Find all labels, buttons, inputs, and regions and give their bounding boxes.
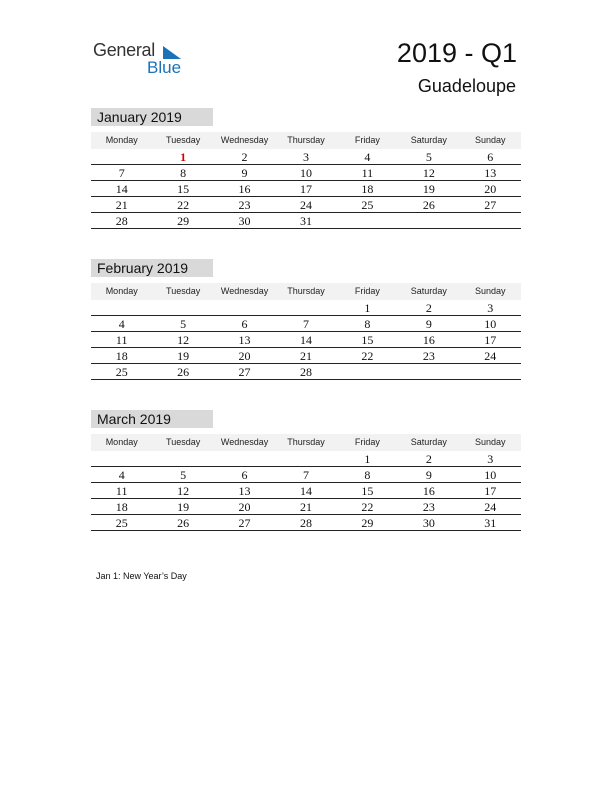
week-row xyxy=(91,451,521,467)
day-cell: 2 xyxy=(241,150,248,164)
day-cell: 20 xyxy=(484,182,497,196)
day-cell xyxy=(398,213,459,228)
weeks xyxy=(91,451,521,531)
day-cell: 1 xyxy=(364,301,371,315)
day-cell: 4 xyxy=(118,317,125,331)
day-cell: 28 xyxy=(299,516,312,530)
weekday-label: Friday xyxy=(354,286,380,296)
day-cell: 2 xyxy=(425,301,432,315)
month-label: January 2019 xyxy=(91,108,213,126)
week-row xyxy=(91,364,521,380)
day-cell: 27 xyxy=(484,198,497,212)
day-cell: 18 xyxy=(115,500,128,514)
day-cell: 7 xyxy=(118,166,125,180)
day-cell: 14 xyxy=(299,333,312,347)
day-cell: 30 xyxy=(238,214,251,228)
day-cell: 10 xyxy=(484,317,497,331)
day-cell xyxy=(337,364,398,379)
day-cell: 12 xyxy=(177,333,190,347)
day-cell: 17 xyxy=(484,484,497,498)
day-cell: 16 xyxy=(238,182,251,196)
day-cell: 7 xyxy=(302,317,309,331)
week-row xyxy=(91,300,521,316)
day-cell: 31 xyxy=(484,516,497,530)
day-cell: 10 xyxy=(484,468,497,482)
day-cell: 13 xyxy=(484,166,497,180)
weekday-label: Friday xyxy=(354,437,380,447)
day-cell: 8 xyxy=(180,166,187,180)
day-cell: 17 xyxy=(484,333,497,347)
weekday-label: Thursday xyxy=(287,437,325,447)
week-row xyxy=(91,149,521,165)
generalblue-logo xyxy=(93,40,193,80)
week-row xyxy=(91,348,521,364)
day-cell: 11 xyxy=(115,333,128,347)
weekday-label: Wednesday xyxy=(220,286,269,296)
day-cell: 4 xyxy=(118,468,125,482)
day-cell: 1 xyxy=(180,150,187,164)
country-name: Guadeloupe xyxy=(417,76,516,96)
week-row xyxy=(91,515,521,531)
weekday-label: Tuesday xyxy=(166,437,201,447)
day-cell xyxy=(275,451,336,466)
day-cell: 18 xyxy=(361,182,374,196)
weekday-header xyxy=(91,132,521,149)
day-cell: 14 xyxy=(299,484,312,498)
weekday-label: Sunday xyxy=(474,286,506,296)
day-cell: 24 xyxy=(299,198,312,212)
day-cell: 22 xyxy=(361,500,374,514)
weekday-label: Monday xyxy=(105,135,138,145)
week-row xyxy=(91,181,521,197)
weekday-label: Wednesday xyxy=(220,437,269,447)
logo-general-text: General xyxy=(93,40,155,60)
weekday-label: Saturday xyxy=(410,286,447,296)
day-cell: 6 xyxy=(487,150,494,164)
day-cell xyxy=(398,364,459,379)
weekday-label: Wednesday xyxy=(220,135,269,145)
month-label: March 2019 xyxy=(91,410,213,428)
day-cell: 25 xyxy=(361,198,374,212)
day-cell: 22 xyxy=(177,198,190,212)
month-label: February 2019 xyxy=(91,259,213,277)
day-cell xyxy=(152,300,213,315)
weekday-label: Sunday xyxy=(474,437,506,447)
day-cell xyxy=(460,364,521,379)
day-cell: 19 xyxy=(177,349,190,363)
weekday-label: Tuesday xyxy=(166,286,201,296)
day-cell: 27 xyxy=(238,365,251,379)
day-cell: 2 xyxy=(425,452,432,466)
day-cell: 3 xyxy=(487,301,494,315)
day-cell: 23 xyxy=(422,500,435,514)
day-cell: 15 xyxy=(361,484,374,498)
day-cell: 26 xyxy=(177,365,190,379)
day-cell: 13 xyxy=(238,484,251,498)
weekday-label: Saturday xyxy=(410,437,447,447)
weekday-label: Monday xyxy=(105,437,138,447)
logo-blue-text: Blue xyxy=(147,58,182,77)
day-cell xyxy=(275,300,336,315)
day-cell: 29 xyxy=(177,214,190,228)
day-cell: 9 xyxy=(241,166,248,180)
day-cell: 26 xyxy=(177,516,190,530)
day-cell: 16 xyxy=(422,333,435,347)
weeks xyxy=(91,300,521,380)
weekday-label: Thursday xyxy=(287,135,325,145)
weekday-label: Monday xyxy=(105,286,138,296)
page-title: 2019 - Q1 xyxy=(396,38,517,68)
weeks xyxy=(91,149,521,229)
week-row xyxy=(91,213,521,229)
day-cell: 24 xyxy=(484,500,497,514)
day-cell xyxy=(91,300,152,315)
day-cell: 30 xyxy=(422,516,435,530)
weekday-header xyxy=(91,434,521,451)
week-row xyxy=(91,467,521,483)
day-cell: 23 xyxy=(422,349,435,363)
day-cell: 1 xyxy=(364,452,371,466)
weekday-label: Saturday xyxy=(410,135,447,145)
day-cell: 3 xyxy=(487,452,494,466)
day-cell: 5 xyxy=(180,468,187,482)
week-row xyxy=(91,499,521,515)
day-cell: 14 xyxy=(115,182,128,196)
day-cell: 17 xyxy=(299,182,312,196)
day-cell: 27 xyxy=(238,516,251,530)
day-cell xyxy=(460,213,521,228)
day-cell: 6 xyxy=(241,317,248,331)
day-cell: 22 xyxy=(361,349,374,363)
day-cell: 18 xyxy=(115,349,128,363)
day-cell xyxy=(337,213,398,228)
holiday-note: Jan 1: New Year’s Day xyxy=(96,571,187,581)
week-row xyxy=(91,316,521,332)
day-cell: 25 xyxy=(115,365,128,379)
day-cell: 29 xyxy=(361,516,374,530)
weekday-label: Friday xyxy=(354,135,380,145)
day-cell xyxy=(152,451,213,466)
day-cell: 10 xyxy=(299,166,312,180)
weekday-label: Thursday xyxy=(287,286,325,296)
day-cell xyxy=(214,300,275,315)
day-cell: 12 xyxy=(422,166,435,180)
day-cell: 16 xyxy=(422,484,435,498)
day-cell: 21 xyxy=(299,500,312,514)
day-cell: 8 xyxy=(364,317,371,331)
week-row xyxy=(91,483,521,499)
day-cell: 5 xyxy=(425,150,432,164)
week-row xyxy=(91,197,521,213)
day-cell: 25 xyxy=(115,516,128,530)
day-cell: 13 xyxy=(238,333,251,347)
week-row xyxy=(91,332,521,348)
day-cell: 19 xyxy=(422,182,435,196)
day-cell: 3 xyxy=(302,150,309,164)
day-cell: 28 xyxy=(115,214,128,228)
day-cell: 26 xyxy=(422,198,435,212)
weekday-header xyxy=(91,283,521,300)
day-cell: 23 xyxy=(238,198,251,212)
day-cell: 8 xyxy=(364,468,371,482)
day-cell: 15 xyxy=(177,182,190,196)
day-cell xyxy=(91,451,152,466)
weekday-label: Tuesday xyxy=(166,135,201,145)
day-cell: 20 xyxy=(238,349,251,363)
day-cell xyxy=(91,149,152,164)
day-cell: 9 xyxy=(425,468,432,482)
weekday-label: Sunday xyxy=(474,135,506,145)
day-cell: 9 xyxy=(425,317,432,331)
day-cell: 15 xyxy=(361,333,374,347)
day-cell: 19 xyxy=(177,500,190,514)
day-cell: 21 xyxy=(115,198,128,212)
day-cell: 6 xyxy=(241,468,248,482)
day-cell: 31 xyxy=(299,214,312,228)
day-cell: 12 xyxy=(177,484,190,498)
day-cell: 21 xyxy=(299,349,312,363)
day-cell xyxy=(214,451,275,466)
day-cell: 11 xyxy=(115,484,128,498)
day-cell: 5 xyxy=(180,317,187,331)
day-cell: 11 xyxy=(361,166,374,180)
day-cell: 4 xyxy=(364,150,371,164)
day-cell: 20 xyxy=(238,500,251,514)
day-cell: 24 xyxy=(484,349,497,363)
day-cell: 28 xyxy=(299,365,312,379)
day-cell: 7 xyxy=(302,468,309,482)
week-row xyxy=(91,165,521,181)
